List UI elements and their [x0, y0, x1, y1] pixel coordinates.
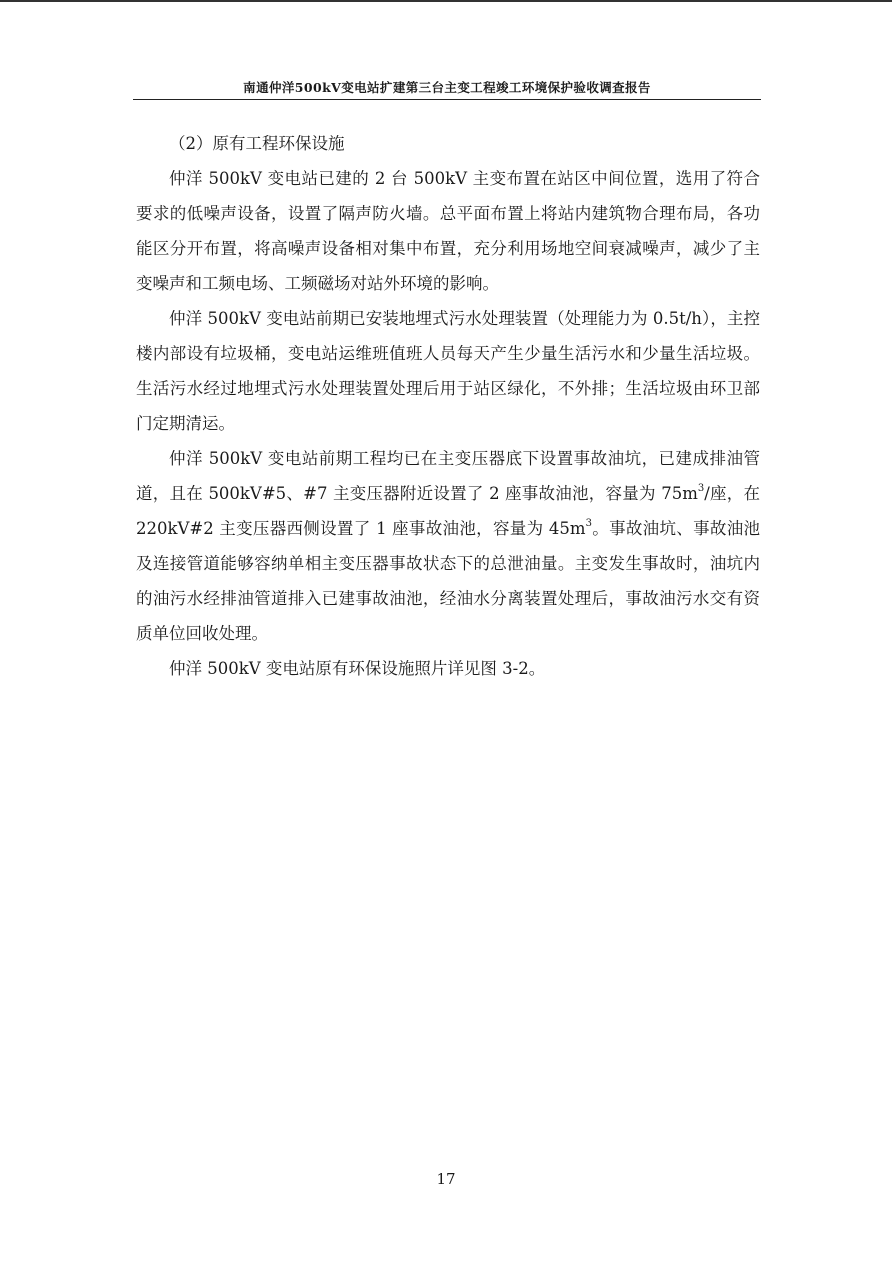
paragraph-photo-reference: 仲洋 500kV 变电站原有环保设施照片详见图 3-2。 — [169, 659, 546, 678]
superscript-cubic: 3 — [585, 517, 592, 529]
section-heading: （2）原有工程环保设施 — [169, 134, 345, 153]
paragraph-sewage-treatment: 仲洋 500kV 变电站前期已安装地埋式污水处理装置（处理能力为 0.5t/h），主控楼内部设有垃圾桶，变电站运维班值班人员每天产生少量生活污水和少量生活垃圾。生活污水经过地埋式污水处理装置处理后用于站区绿化，不外排；生活垃圾由环卫部门定期清运。 — [136, 309, 760, 433]
paragraph-oil-pit-part-a: 仲洋 500kV 变电站前期工程均已在主变压器底下设置事故油坑，已建成排油管道，且在 500kV#5、#7 主变压器附近设置了 2 座事故油池，容量为 75m — [136, 449, 760, 503]
running-header: 南通仲洋500kV变电站扩建第三台主变工程竣工环境保护验收调查报告 — [243, 80, 651, 95]
paragraph-oil-pit — [136, 441, 760, 651]
document-body — [136, 126, 760, 686]
page-top-border — [0, 0, 892, 2]
header-rule — [133, 99, 761, 100]
paragraph-noise-control: 仲洋 500kV 变电站已建的 2 台 500kV 主变布置在站区中间位置，选用了符合要求的低噪声设备，设置了隔声防火墙。总平面布置上将站内建筑物合理布局，各功能区分开布置，将高噪声设备相对集中布置，充分利用场地空间衰减噪声，减少了主变噪声和工频电场、工频磁场对站外环境的影响。 — [136, 169, 760, 293]
superscript-cubic: 3 — [697, 482, 705, 494]
paragraph-oil-pit-part-c: 。事故油坑、事故油池及连接管道能够容纳单相主变压器事故状态下的总泄油量。主变发生事故时，油坑内的油污水经排油管道排入已建事故油池，经油水分离装置处理后，事故油污水交有资质单位回收处理。 — [136, 519, 761, 643]
page-number: 17 — [436, 1170, 456, 1188]
paragraph-oil-pit-part-b: /座，在 220kV#2 主变压器西侧设置了 1 座事故油池，容量为 45m — [136, 484, 760, 538]
